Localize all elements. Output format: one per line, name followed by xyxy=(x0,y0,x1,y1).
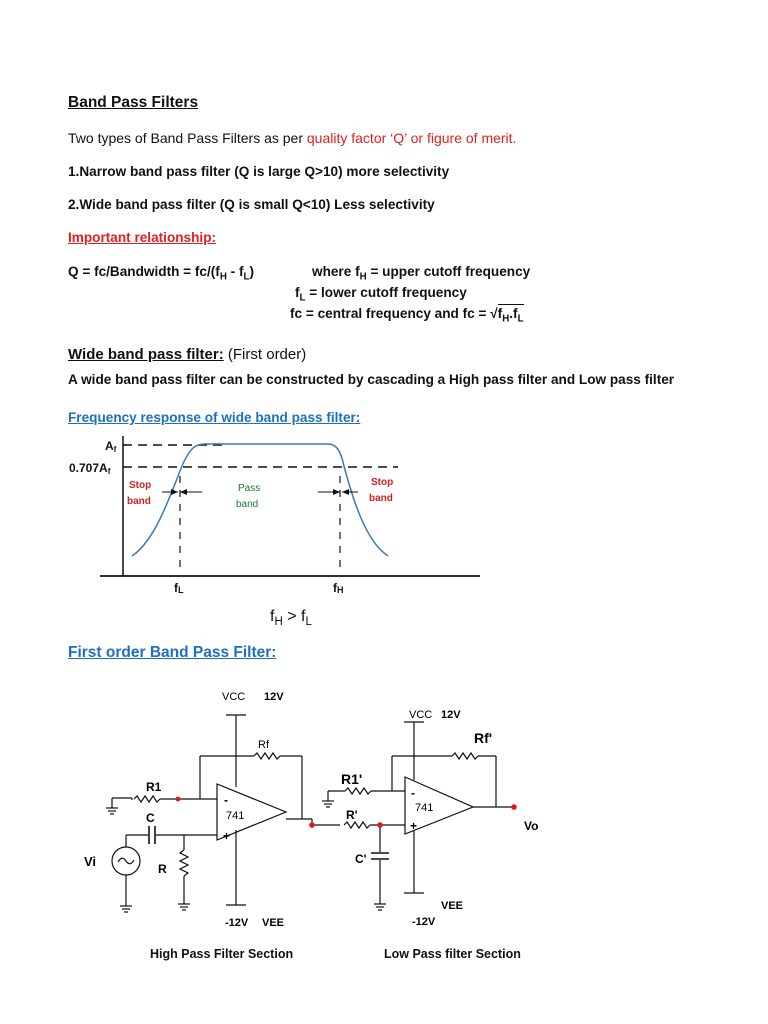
pass-band-line2: band xyxy=(236,499,259,510)
vcc1-label: VCC xyxy=(222,691,246,703)
vee2-label: VEE xyxy=(441,900,464,912)
r1-resistor xyxy=(134,796,160,802)
opamp1-label: 741 xyxy=(226,810,245,822)
vee2-value: -12V xyxy=(412,916,436,928)
eq-sub-h: H xyxy=(219,271,227,283)
r1p-resistor xyxy=(345,788,371,794)
fl-axis-label: fL xyxy=(174,581,184,595)
ineq-sub: H xyxy=(274,616,283,629)
fl-sub: L xyxy=(299,292,306,304)
wide-description: A wide band pass filter can be constructed by cascading a High pass filter and Low pass filter xyxy=(68,372,675,387)
eq-part: Q = fc/Bandwidth = fc/(f xyxy=(68,264,220,279)
intro-highlight: quality factor ‘Q’ or figure of merit. xyxy=(306,130,517,146)
important-heading: Important relationship: xyxy=(68,230,217,245)
rf2-label: Rf' xyxy=(474,730,493,746)
fh-definition xyxy=(312,264,530,283)
inequality xyxy=(270,608,312,628)
vcc2-value: 12V xyxy=(441,709,461,721)
vee1-value: -12V xyxy=(225,917,249,929)
fl-f: f xyxy=(295,285,300,300)
where-def: = upper cutoff frequency xyxy=(366,264,531,279)
af707-label: 0.707Af xyxy=(69,461,111,476)
wide-heading-suffix: (First order) xyxy=(223,346,307,363)
ineq-fh: f xyxy=(270,608,275,625)
frequency-response-graph xyxy=(60,436,480,606)
fl-def: = lower cutoff frequency xyxy=(305,285,467,300)
type-wide: 2.Wide band pass filter (Q is small Q<10) Less selectivity xyxy=(68,197,435,212)
fc-definition xyxy=(290,306,524,325)
vo-label: Vo xyxy=(524,819,539,833)
rf2-resistor xyxy=(452,753,478,759)
node-dot xyxy=(309,822,315,828)
rf-label: Rf xyxy=(258,739,269,751)
pass-band-line1: Pass xyxy=(238,483,261,494)
eq-part: - f xyxy=(226,264,244,279)
first-order-heading: First order Band Pass Filter: xyxy=(68,644,277,661)
ineq-sub: L xyxy=(305,616,312,629)
arrowhead xyxy=(171,489,178,495)
band-pass-circuit xyxy=(0,680,768,940)
arrowhead xyxy=(180,489,187,495)
eq-sub-l: L xyxy=(243,271,250,283)
fc-root-sub: L xyxy=(517,313,524,325)
lpf-caption: Low Pass filter Section xyxy=(384,947,521,961)
page-title: Band Pass Filters xyxy=(68,94,199,111)
r-resistor xyxy=(180,850,188,876)
r1p-label: R1' xyxy=(341,771,363,787)
fc-def: fc = central frequency and fc = √ xyxy=(290,306,498,321)
vo-node xyxy=(511,804,517,810)
vi-label: Vi xyxy=(84,854,97,869)
freq-response-heading: Frequency response of wide band pass filter: xyxy=(68,410,361,425)
stop-band-right-line2: band xyxy=(369,493,393,504)
vcc1-value: 12V xyxy=(264,691,284,703)
hpf-caption: High Pass Filter Section xyxy=(150,947,294,961)
wide-heading-title: Wide band pass filter: xyxy=(68,346,224,363)
arrowhead xyxy=(342,489,349,495)
ineq-fl: f xyxy=(301,608,306,625)
opamp2-minus: - xyxy=(411,786,415,800)
fl-definition xyxy=(295,285,467,304)
intro-text xyxy=(68,130,516,146)
vcc2-label: VCC xyxy=(409,709,433,721)
opamp2-plus: + xyxy=(410,819,418,833)
r-label: R xyxy=(158,862,167,876)
type-narrow: 1.Narrow band pass filter (Q is large Q>10) more selectivity xyxy=(68,164,450,179)
cp-label: C' xyxy=(355,852,367,866)
opamp1-plus: + xyxy=(223,829,231,843)
rf-resistor xyxy=(254,753,280,759)
intro-prefix: Two types of Band Pass Filters as per xyxy=(68,130,307,146)
stop-band-left-line2: band xyxy=(127,496,151,507)
eq-part: ) xyxy=(249,264,255,279)
fc-root xyxy=(497,304,524,325)
rp-resistor xyxy=(344,822,370,828)
stop-band-right-line1: Stop xyxy=(371,477,394,488)
af-label: Af xyxy=(105,439,117,454)
q-equation xyxy=(68,264,254,283)
fc-root-sub: H xyxy=(502,313,510,325)
fh-axis-label: fH xyxy=(333,581,344,595)
c-label: C xyxy=(146,811,155,825)
where-label: where f xyxy=(312,264,360,279)
node-dot xyxy=(176,797,181,802)
wide-heading xyxy=(68,346,306,363)
where-sub: H xyxy=(359,271,367,283)
stop-band-left-line1: Stop xyxy=(129,480,152,491)
response-curve xyxy=(132,444,388,556)
opamp2-label: 741 xyxy=(415,802,434,814)
fc-root-dot: .f xyxy=(509,306,518,321)
fc-root-f: f xyxy=(497,306,503,321)
vee1-label: VEE xyxy=(262,917,285,929)
rp-label: R' xyxy=(346,808,358,822)
r1-label: R1 xyxy=(146,780,162,794)
ineq-gt: > xyxy=(282,608,302,625)
opamp1-minus: - xyxy=(224,793,228,807)
node-dot xyxy=(377,822,383,828)
arrowhead xyxy=(333,489,340,495)
